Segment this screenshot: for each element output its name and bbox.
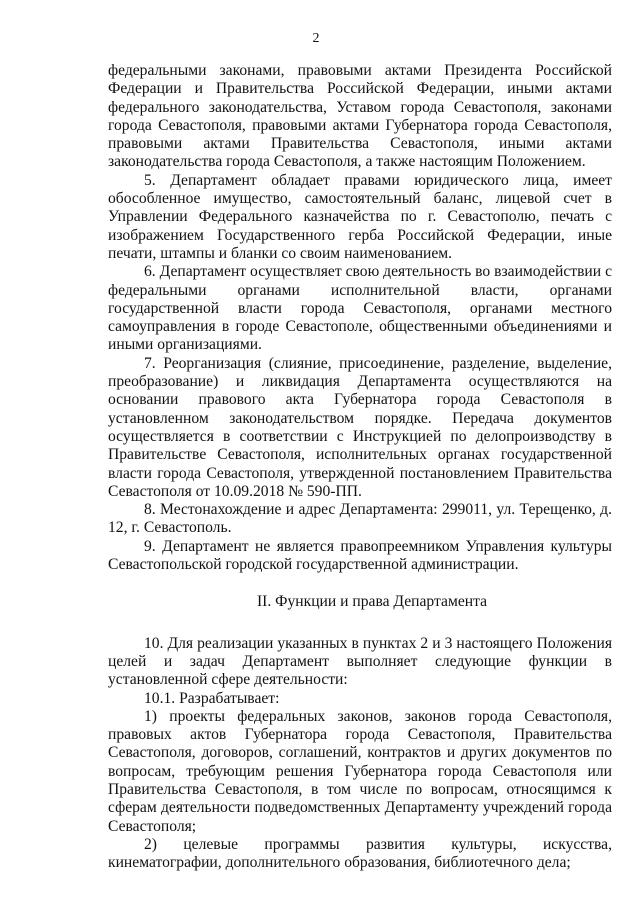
list-item-1: 1) проекты федеральных законов, законов города Севастополя, правовых актов Губернатора города Севастополя, Правительства Севастополя, договоров, соглашений, контрактов и других документов по вопросам, требующим решения Губернатора города Севастополя или Правительства Севастополя, в том числе по вопросам, относящимся к сферам деятельности подведомственных Департаменту учреждений города Севастополя; bbox=[108, 707, 612, 835]
paragraph-item-7: 7. Реорганизация (слияние, присоединение, разделение, выделение, преобразование) и ликвидация Департамента осуществляются на основании правового акта Губернатора города Севастополя в установленном законодательством порядке. Передача документов осуществляется в соответствии с Инструкцией по делопроизводству в Правительстве Севастополя, исполнительных органах государственной власти города Севастополя, утвержденной постановлением Правительства Севастополя от 10.09.2018 № 590-ПП. bbox=[108, 354, 612, 500]
paragraph-item-9: 9. Департамент не является правопреемником Управления культуры Севастопольской городской государственной администрации. bbox=[108, 537, 612, 574]
list-item-2: 2) целевые программы развития культуры, искусства, кинематографии, дополнительного образования, библиотечного дела; bbox=[108, 835, 612, 872]
paragraph-item-10: 10. Для реализации указанных в пунктах 2 и 3 настоящего Положения целей и задач Департамент выполняет следующие функции в установленной сфере деятельности: bbox=[108, 634, 612, 689]
section-heading: II. Функции и права Департамента bbox=[256, 593, 488, 611]
document-body bbox=[108, 62, 612, 872]
paragraph-continuation: федеральными законами, правовыми актами Президента Российской Федерации и Правительства Российской Федерации, иными актами федерального законодательства, Уставом города Севастополя, законами города Севастополя, правовыми актами Губернатора города Севастополя, правовыми актами Правительства Севастополя, иными актами законодательства города Севастополя, а также настоящим Положением. bbox=[108, 62, 612, 171]
page-number: 2 bbox=[312, 31, 320, 46]
paragraph-item-10-1: 10.1. Разрабатывает: bbox=[144, 689, 280, 707]
paragraph-item-6: 6. Департамент осуществляет свою деятельность во взаимодействии с федеральными органами исполнительной власти, органами государственной власти города Севастополя, органами местного самоуправления в городе Севастополе, общественными объединениями и иными организациями. bbox=[108, 263, 612, 354]
paragraph-item-5: 5. Департамент обладает правами юридического лица, имеет обособленное имущество, самостоятельный баланс, лицевой счет в Управлении Федерального казначейства по г. Севастополю, печать с изображением Государственного герба Российской Федерации, иные печати, штампы и бланки со своим наименованием. bbox=[108, 171, 612, 262]
paragraph-item-8: 8. Местонахождение и адрес Департамента: 299011, ул. Терещенко, д. 12, г. Севастополь. bbox=[108, 501, 612, 537]
